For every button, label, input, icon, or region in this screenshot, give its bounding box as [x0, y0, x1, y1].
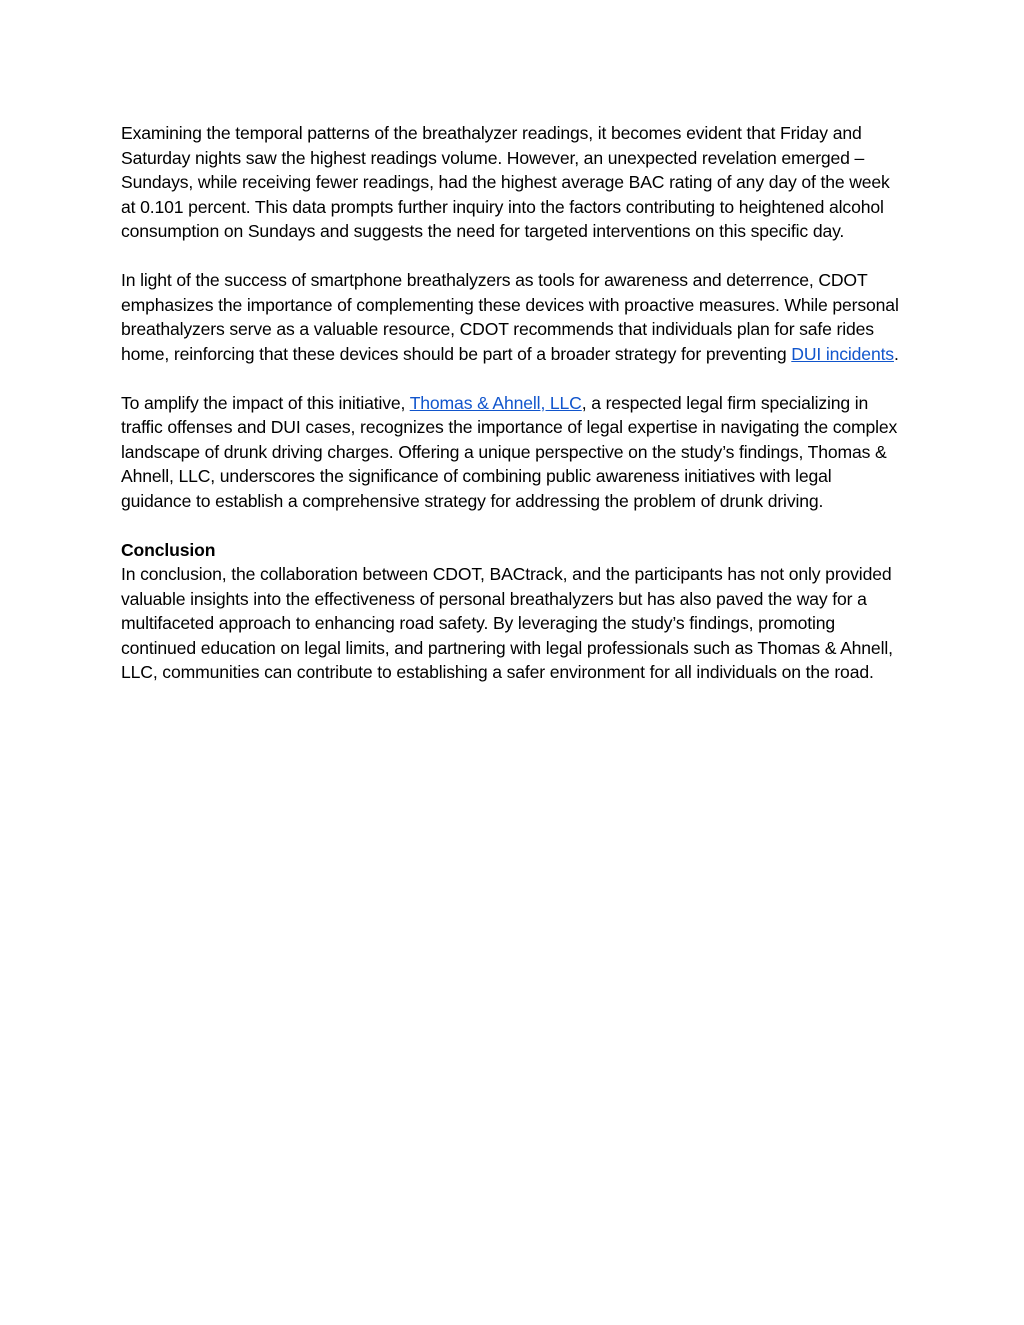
paragraph-text: . [893, 343, 899, 364]
paragraph-conclusion: In conclusion, the collaboration between CDOT, BACtrack, and the participants has not only provided valuable insights into the effectiveness of personal breathalyzers but has also paved the way for a multifaceted approach to enhancing road safety. By leveraging the study’s findings, promoting continued education on legal limits, and partnering with legal professionals such as Thomas & Ahnell, LLC, communities can contribute to establishing a safer environment for all individuals on the road. [121, 564, 893, 682]
paragraph-cdot-recommendations [121, 268, 906, 366]
thomas-ahnell-link[interactable]: Thomas & Ahnell, LLC [409, 392, 582, 413]
paragraph-temporal-patterns: Examining the temporal patterns of the breathalyzer readings, it becomes evident that Friday and Saturday nights saw the highest readings volume. However, an unexpected revelation emerged – Sundays, while receiving fewer readings, had the highest average BAC rating of any day of the week at 0.101 percent. This data prompts further inquiry into the factors contributing to heightened alcohol consumption on Sundays and suggests the need for targeted interventions on this specific day. [121, 123, 890, 241]
conclusion-heading: Conclusion [121, 539, 216, 560]
dui-incidents-link[interactable]: DUI incidents [791, 343, 894, 364]
paragraph-text: To amplify the impact of this initiative, [121, 392, 410, 413]
paragraph-text: , a respected legal firm specializing in traffic offenses and DUI cases, recognizes the importance of legal expertise in navigating the complex landscape of drunk driving charges. Offering a unique perspective on the study’s findings, Thomas & Ahnell, LLC, underscores the significance of combining public awareness initiatives with legal guidance to establish a comprehensive strategy for addressing the problem of drunk driving. [121, 392, 898, 511]
paragraph-text: In light of the success of smartphone breathalyzers as tools for awareness and deterrence, CDOT emphasizes the importance of complementing these devices with proactive measures. While personal breathalyzers serve as a valuable resource, CDOT recommends that individuals plan for safe rides home, reinforcing that these devices should be part of a broader strategy for preventing [121, 270, 899, 364]
paragraph-legal-firm [121, 391, 906, 514]
document-page [121, 121, 906, 709]
